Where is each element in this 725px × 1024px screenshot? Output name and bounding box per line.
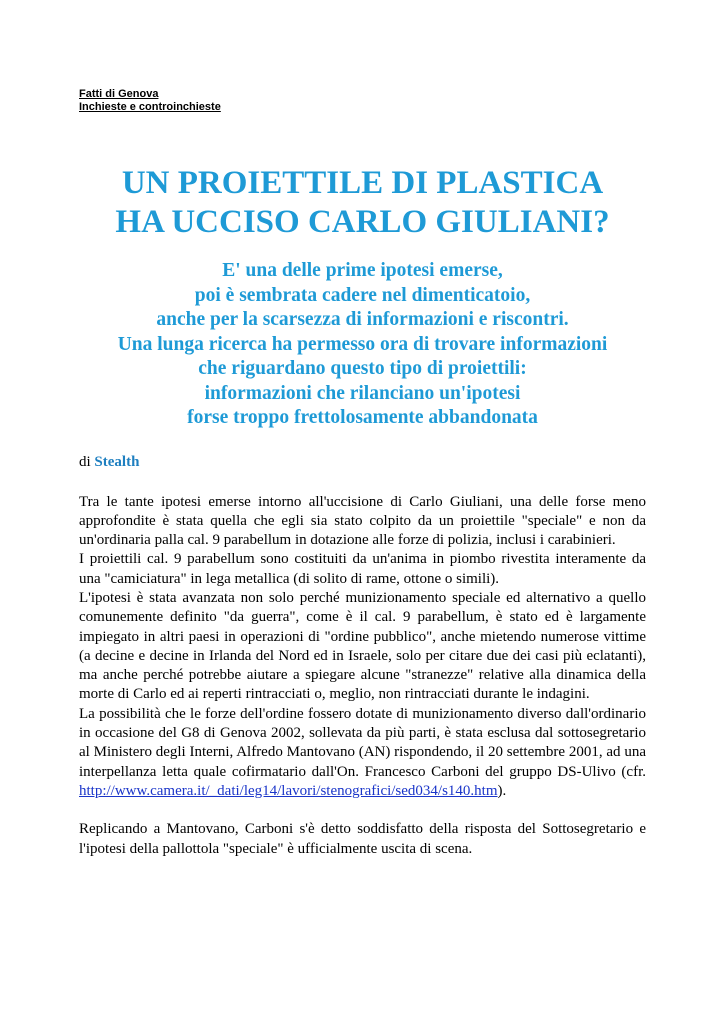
byline-author: Stealth: [94, 453, 140, 470]
body-paragraph: Replicando a Mantovano, Carboni s'è detto soddisfatto della risposta del Sottosegretario e l'ipotesi della pallottola "speciale" è ufficialmente uscita di scena.: [79, 821, 646, 857]
camera-link[interactable]: http://www.camera.it/_dati/leg14/lavori/stenografici/sed034/s140.htm: [79, 782, 498, 799]
subtitle-line: Una lunga ricerca ha permesso ora di trovare informazioni: [117, 333, 608, 355]
subtitle-line: poi è sembrata cadere nel dimenticatoio,: [194, 284, 531, 306]
byline-prefix: di: [79, 453, 91, 470]
article-title: [79, 164, 646, 242]
subtitle-line: informazioni che rilanciano un'ipotesi: [204, 382, 521, 404]
subtitle-line: E' una delle prime ipotesi emerse,: [222, 260, 503, 281]
body-paragraph: I proiettili cal. 9 parabellum sono costituiti da un'anima in piombo rivestita interamente da una "camiciatura" in lega metallica (di solito di rame, ottone o simili).: [79, 551, 646, 587]
subtitle-line: anche per la scarsezza di informazioni e riscontri.: [156, 309, 569, 330]
body-paragraph-end: ).: [497, 782, 507, 799]
article-title-line-2: HA UCCISO CARLO GIULIANI?: [115, 204, 610, 240]
subtitle-line: che riguardano questo tipo di proiettili:: [198, 358, 527, 379]
subtitle-line: forse troppo frettolosamente abbandonata: [187, 407, 538, 428]
body-paragraph: Tra le tante ipotesi emerse intorno all'uccisione di Carlo Giuliani, una delle forse meno approfondite è stata quella che egli sia stato colpito da un proiettile "speciale" e non da un'ordinaria palla cal. 9 parabellum in dotazione alle forze di polizia, inclusi i carabinieri.: [79, 493, 646, 549]
body-paragraph: [79, 705, 646, 801]
article-subtitle: [79, 259, 646, 431]
body-paragraph: L'ipotesi è stata avanzata non solo perché munizionamento speciale ed alternativo a quello comunemente definito "da guerra", come è il cal. 9 parabellum, è stato ed è largamente impiegato in altri paesi in operazioni di "ordine pubblico", anche mietendo numerose vittime (a decine e decine in Irlanda del Nord ed in Israele, solo per citare due dei casi più eclatanti), ma anche perché potrebbe aiutare a spiegare alcune "stranezze" relative alla dinamica della morte di Carlo ed ai reperti rintracciati o, meglio, non rintracciati durante le indagini.: [79, 589, 646, 703]
byline: [79, 453, 646, 471]
body-paragraph-text: La possibilità che le forze dell'ordine fossero dotate di munizionamento diverso dall'ordinario in occasione del G8 di Genova 2002, sollevata da più parti, è stata esclusa dal sottosegretario al Ministero degli Interni, Alfredo Mantovano (AN) rispondendo, il 20 settembre 2001, ad una interpellanza letta quale cofirmatario dall'On. Francesco Carboni del gruppo DS-Ulivo (cfr.: [79, 705, 646, 780]
article-title-line-1: UN PROIETTILE DI PLASTICA: [121, 165, 604, 201]
article-body: [79, 493, 646, 859]
section-subkicker: Inchieste e controinchieste: [79, 101, 221, 113]
section-kicker: Fatti di Genova: [79, 88, 159, 100]
